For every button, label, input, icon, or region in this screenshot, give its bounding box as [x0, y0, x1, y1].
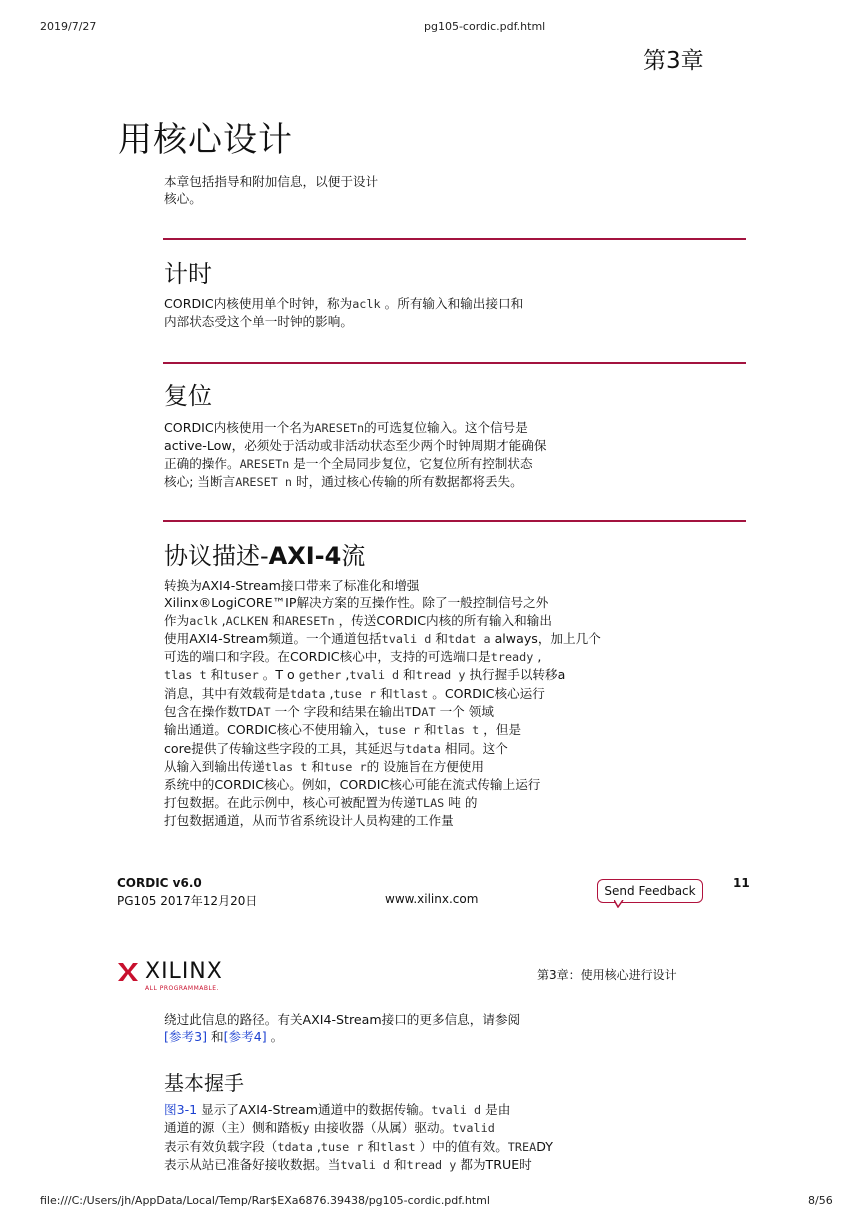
code-term: tdata: [277, 1139, 313, 1154]
text-run: 包含在操作数: [164, 704, 240, 720]
timing-heading: 计时: [164, 260, 212, 288]
section-divider: [163, 362, 746, 364]
text-line: [164, 666, 601, 684]
text-run: 使用AXI4-Stream频道。一个通道包括: [164, 630, 382, 646]
timing-paragraph: [164, 295, 523, 331]
text-run: 都为TRUE时: [456, 1156, 532, 1172]
text-run: 内部状态受这个单一时钟的影响。: [164, 314, 353, 330]
code-term: tvali d: [381, 631, 432, 646]
text-run: 绕过此信息的路径。有关AXI4-Stream接口的更多信息，请参阅: [164, 1012, 521, 1027]
reset-paragraph: [164, 419, 546, 491]
text-run: ,: [312, 1138, 321, 1154]
continuation-paragraph: [164, 1011, 520, 1046]
text-run: 系统中的CORDIC核心。例如，CORDIC核心可能在流式传输上运行: [164, 777, 541, 793]
footer-product: CORDIC v6.0: [117, 876, 202, 890]
protocol-paragraph: [164, 577, 601, 829]
text-line: [164, 594, 601, 611]
text-line: [164, 419, 546, 437]
text-run: 从输入到输出传递: [164, 758, 265, 774]
code-term: tuser: [223, 668, 259, 683]
text-run: 的可选复位输入。这个信号是: [364, 420, 528, 435]
text-run: 打包数据。在此示例中，核心可被配置为传递: [164, 794, 416, 810]
code-term: tread y: [415, 668, 466, 683]
protocol-heading-bold: AXI-4: [268, 542, 342, 570]
text-line: [164, 437, 546, 454]
code-term: tvalid: [452, 1121, 495, 1136]
text-run: 执行握手以转移a: [465, 667, 566, 683]
section-divider: [163, 520, 746, 522]
text-line: [164, 812, 601, 829]
xilinx-logo-tagline: ALL PROGRAMMABLE.: [145, 985, 220, 992]
code-term: TREA: [507, 1139, 537, 1154]
text-run: 和: [376, 685, 393, 701]
text-line: [164, 577, 601, 594]
text-run: 和: [420, 722, 437, 738]
code-term: ARESETn: [239, 456, 290, 471]
text-run: 转换为AXI4-Stream接口带来了标准化和增强: [164, 578, 420, 593]
text-run: DY: [536, 1138, 553, 1154]
text-run: ,: [533, 649, 542, 665]
code-term: tuse r: [333, 686, 377, 701]
code-term: AT: [256, 705, 271, 720]
text-run: 显示了AXI4-Stream通道中的数据传输。: [197, 1102, 432, 1117]
text-run: 是由: [481, 1102, 511, 1117]
handshake-paragraph: [164, 1101, 553, 1174]
footer-website-link[interactable]: www.xilinx.com: [385, 892, 479, 906]
text-run: ，传送CORDIC内核的所有输入和输出: [334, 612, 552, 628]
text-line: [164, 648, 601, 666]
text-run: 和: [431, 630, 448, 646]
text-line: [164, 612, 601, 630]
print-file-path: file:///C:/Users/jh/AppData/Local/Temp/Rar$EXa6876.39438/pg105-cordic.pdf.html: [40, 1194, 490, 1207]
text-run: 和: [390, 1156, 407, 1172]
text-run: 通道的源（主）侧和踏板: [164, 1120, 303, 1136]
text-run: 是一个全局同步复位，它复位所有控制状态: [289, 455, 533, 471]
text-run: 和: [206, 667, 224, 683]
text-run: ）中的值有效。: [415, 1138, 508, 1154]
text-run: 作为: [164, 612, 190, 628]
text-run: 打包数据通道，从而节省系统设计人员构建的工作量: [164, 812, 454, 828]
print-date: 2019/7/27: [40, 20, 97, 33]
reset-heading: 复位: [164, 382, 212, 410]
code-term: tlas t: [164, 668, 207, 683]
code-term: tlast: [392, 686, 429, 701]
code-term: T: [404, 705, 412, 720]
text-run: D: [411, 704, 422, 720]
text-run: 。所有输入和输出接口和: [380, 296, 524, 311]
code-term: TLAS: [415, 795, 445, 810]
code-term: aclk: [352, 297, 381, 311]
text-run: 和: [268, 612, 285, 628]
text-run: 。CORDIC核心运行: [428, 685, 545, 701]
code-term: ARESETn: [314, 421, 365, 435]
code-term: gether: [298, 668, 342, 683]
text-line: [164, 794, 601, 812]
code-term: T: [239, 705, 247, 720]
cross-reference-link[interactable]: 图3-1: [164, 1102, 198, 1117]
code-term: tread y: [406, 1157, 457, 1172]
intro-line: 本章包括指导和附加信息，以便于设计: [164, 174, 379, 189]
text-line: [164, 776, 601, 793]
code-term: tdat a: [447, 631, 491, 646]
text-run: ,: [341, 667, 350, 683]
text-run: core提供了传输这些字段的工具，其延迟与: [164, 740, 406, 756]
page-title: 用核心设计: [118, 120, 293, 160]
code-term: tvali d: [349, 668, 400, 683]
section-divider: [163, 238, 746, 240]
code-term: tlas t: [436, 723, 480, 738]
text-run: 输出通道。CORDIC核心不使用输入，: [164, 722, 378, 738]
text-line: [164, 630, 601, 648]
feedback-tail-icon: [614, 900, 624, 908]
text-run: ,: [325, 685, 334, 701]
text-line: [164, 455, 546, 473]
code-term: tuse r: [323, 759, 367, 774]
text-line: [164, 313, 523, 330]
text-line: [164, 1119, 553, 1137]
text-run: 吨 的: [444, 794, 478, 810]
text-line: [164, 1156, 553, 1174]
code-term: tvali d: [340, 1157, 391, 1172]
text-run: 和: [307, 758, 324, 774]
code-term: tdata: [289, 686, 326, 701]
text-line: [164, 758, 601, 776]
intro-line: 核心。: [164, 191, 202, 207]
text-run: 和: [399, 667, 416, 683]
text-run: 表示从站已准备好接收数据。当: [164, 1156, 341, 1172]
text-run: ，但是: [479, 722, 522, 738]
code-term: ARESET n: [235, 474, 293, 489]
footer-page-number: 11: [733, 876, 750, 890]
text-line: [164, 740, 601, 758]
text-run: CORDIC内核使用单个时钟，称为: [164, 296, 353, 311]
text-line: [164, 1138, 553, 1156]
text-run: 由接收器（从属）驱动。: [309, 1120, 453, 1136]
text-run: active-Low，必须处于活动或非活动状态至少两个时钟周期才能确保: [164, 438, 547, 454]
running-header: 第3章：使用核心进行设计: [537, 968, 677, 982]
text-run: D: [246, 704, 257, 720]
text-run: 一个 领域: [435, 704, 494, 720]
text-run: ,: [217, 612, 226, 628]
text-line: [164, 721, 601, 739]
text-run: 表示有效负载字段（: [164, 1138, 278, 1154]
send-feedback-button[interactable]: Send Feedback: [597, 879, 703, 903]
print-doc-title: pg105-cordic.pdf.html: [424, 20, 546, 33]
text-run: 。: [266, 1029, 284, 1045]
text-line: [164, 685, 601, 703]
text-run: 的 设施旨在方便使用: [366, 758, 484, 774]
text-run: 时，通过核心传输的所有数据都将丢失。: [292, 473, 523, 489]
handshake-heading: 基本握手: [164, 1071, 244, 1095]
text-line: [164, 473, 546, 491]
footer-doc-id-date: PG105 2017年12月20日: [117, 894, 258, 908]
text-run: 。T o: [258, 667, 299, 683]
code-term: tvali d: [431, 1103, 482, 1117]
code-term: ARESETn: [284, 613, 335, 628]
code-term: tready: [490, 650, 534, 665]
intro-paragraph: [164, 173, 378, 208]
code-term: tlas t: [264, 759, 308, 774]
text-run: CORDIC内核使用一个名为: [164, 420, 315, 435]
code-term: y: [302, 1121, 310, 1136]
xilinx-logo-text: XILINX: [145, 959, 223, 984]
protocol-heading: [164, 536, 365, 571]
text-run: 正确的操作。: [164, 455, 240, 471]
protocol-heading-suffix: 流: [341, 542, 366, 570]
code-term: AT: [421, 705, 436, 720]
chapter-label: 第3章: [643, 48, 704, 74]
text-run: always，加上几个: [490, 630, 601, 646]
cross-reference-link[interactable]: [参考3]: [164, 1029, 208, 1045]
code-term: aclk: [189, 613, 218, 628]
text-run: 可选的端口和字段。在CORDIC核心中，支持的可选端口是: [164, 649, 491, 665]
protocol-heading-prefix: 协议描述-: [164, 542, 269, 570]
code-term: tuse r: [320, 1139, 364, 1154]
text-line: [164, 1101, 553, 1119]
code-term: tuse r: [377, 723, 421, 738]
code-term: ACLKEN: [225, 613, 269, 628]
text-run: 核心; 当断言: [164, 473, 236, 489]
print-page-count: 8/56: [808, 1194, 833, 1207]
text-run: 一个 字段和结果在输出: [270, 704, 405, 720]
text-run: Xilinx®LogiCORE™IP解决方案的互操作性。除了一般控制信号之外: [164, 595, 549, 611]
text-line: [164, 1011, 520, 1028]
code-term: tlast: [380, 1139, 416, 1154]
cross-reference-link[interactable]: [参考4]: [223, 1029, 267, 1045]
text-run: 和: [363, 1138, 381, 1154]
text-run: 相同。这个: [440, 740, 508, 756]
text-run: 消息，其中有效载荷是: [164, 685, 290, 701]
text-run: 和: [207, 1029, 224, 1045]
xilinx-logo-icon: [117, 962, 139, 982]
text-line: [164, 295, 523, 313]
code-term: tdata: [405, 741, 441, 756]
text-line: [164, 1028, 520, 1045]
text-line: [164, 703, 601, 721]
